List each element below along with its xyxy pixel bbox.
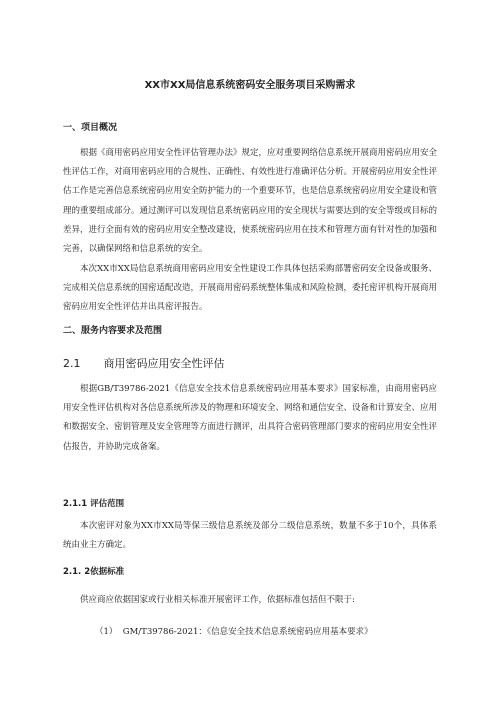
- subsection-2-1-heading: [63, 356, 225, 372]
- subsection-2-1-1-heading: 2.1.1 评估范围: [63, 499, 125, 509]
- subsection-2-1-paragraph: 根据GB/T39786-2021《信息安全技术信息系统密码应用基本要求》国家标准，由商用密码应用安全性评估机构对各信息系统所涉及的物理和环境安全、网络和通信安全、设备和计算安全、应用和数据安全、密钥管理及安全管理等方面进行测评，出具符合密码管理部门要求的密码应用安全性评估报告，并协助完成备案。: [63, 384, 438, 452]
- overview-paragraph-2: 本次XX市XX局信息系统商用密码应用安全性建设工作具体包括采购部署密码安全设备或服务、完成相关信息系统的国密适配改造，开展商用密码系统整体集成和风险检测，委托密评机构开展商用密码应用安全性评估并出具密评报告。: [63, 264, 438, 313]
- subsection-2-1-number: 2.1: [63, 357, 81, 370]
- document-title: XX市XX局信息系统密码安全服务项目采购需求: [144, 80, 356, 91]
- section-heading-overview: 一、项目概况: [63, 123, 118, 133]
- subsection-2-1-title: 商用密码应用安全性评估: [103, 357, 225, 370]
- subsection-2-1-2-paragraph: 供应商应依据国家或行业相关标准开展密评工作，依据标准包括但不限于:: [80, 595, 355, 605]
- overview-paragraph-1: 根据《商用密码应用安全性评估管理办法》规定，应对重要网络信息系统开展商用密码应用安全性评估工作，对商用密码应用的合规性、正确性、有效性进行准确评估分析。开展密码应用安全性评估工作是完善信息系统密码应用安全防护能力的一个重要环节，也是信息系统密码应用安全建设和管理的重要组成部分。通过测评可以发现信息系统密码应用的安全现状与需要达到的安全等级或目标的差异，进行全面有效的密码应用安全整改建设，使系统密码应用在技术和管理方面有针对性的加强和完善，以确保网络和信息系统的安全。: [63, 148, 438, 255]
- subsection-2-1-1-paragraph: 本次密评对象为XX市XX局等保三级信息系统及部分二级信息系统，数量不多于10个，具体系统由业主方确定。: [63, 521, 437, 551]
- section-heading-services: 二、服务内容要求及范围: [63, 326, 163, 336]
- subsection-2-1-2-heading: 2.1. 2依据标准: [63, 567, 125, 577]
- standards-list-item-1: （1） GM/T39786-2021：《信息安全技术信息系统密码应用基本要求》: [95, 627, 373, 637]
